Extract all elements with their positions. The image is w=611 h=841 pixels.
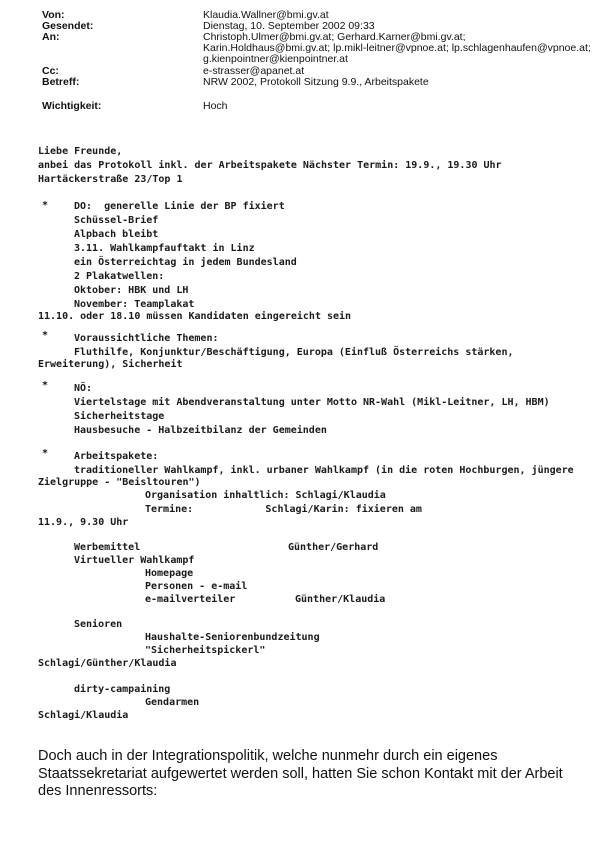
body-line: Virtueller Wahlkampf [74,555,195,566]
body-line: Hausbesuche - Halbzeitbilanz der Gemeinden [74,425,327,436]
bullet-marker: * [42,448,49,459]
body-line: Schlagi/Klaudia [38,710,129,721]
body-line: Homepage [145,568,194,579]
body-line: Haushalte-Seniorenbundzeitung [145,632,320,643]
body-line: 11.10. oder 18.10 müssen Kandidaten eingereicht sein [38,311,352,322]
to-value-line: g.kienpointner@kienpointner.at [203,53,348,65]
body-line: Sicherheitstage [74,411,165,422]
bullet-marker: * [42,380,49,391]
subject-label: Betreff: [42,76,80,88]
body-line: Organisation inhaltlich: Schlagi/Klaudia [145,490,386,501]
body-line: Arbeitspakete: [74,451,159,462]
bullet-marker: * [42,200,49,211]
body-line: Fluthilfe, Konjunktur/Beschäftigung, Europa (Einfluß Österreichs stärken, [74,347,514,358]
body-line: Voraussichtliche Themen: [74,333,219,344]
body-line: ein Österreichtag in jedem Bundesland [74,257,297,268]
body-line: Termine: Schlagi/Karin: fixieren am [145,504,422,515]
body-line: Senioren [74,619,123,630]
sent-label: Gesendet: [42,20,94,32]
subject-value: NRW 2002, Protokoll Sitzung 9.9., Arbeitspakete [203,76,429,88]
to-value-line: Christoph.Ulmer@bmi.gv.at; Gerhard.Karner@bmi.gv.at; [203,31,466,43]
body-line: 2 Plakatwellen: [74,271,165,282]
body-line: Werbemittel [74,542,141,553]
body-line: DO: generelle Linie der BP fixiert [74,201,285,212]
cc-value: e-strasser@apanet.at [203,65,305,77]
cc-label: Cc: [42,65,59,77]
body-line: Günther/Klaudia [295,594,386,605]
body-line: Alpbach bleibt [74,229,159,240]
body-line: NÖ: [74,383,93,394]
from-value: Klaudia.Wallner@bmi.gv.at [203,9,329,21]
body-line: dirty-campaining [74,684,171,695]
body-line: 11.9., 9.30 Uhr [38,517,129,528]
bullet-marker: * [42,330,49,341]
body-line: "Sicherheitspickerl" [145,645,266,656]
body-line: Zielgruppe - "Beisltouren") [38,477,201,488]
body-line: Gendarmen [145,697,200,708]
body-line: traditioneller Wahlkampf, inkl. urbaner Wahlkampf (in die roten Hochburgen, jüngere [74,465,574,476]
importance-label: Wichtigkeit: [42,100,102,112]
body-line: November: Teamplakat [74,299,195,310]
body-line: Personen - e-mail [145,581,248,592]
body-line: 3.11. Wahlkampfauftakt in Linz [74,243,255,254]
sent-value: Dienstag, 10. September 2002 09:33 [203,20,375,32]
body-line: anbei das Protokoll inkl. der Arbeitspakete Nächster Termin: 19.9., 19.30 Uhr [38,160,502,171]
to-label: An: [42,31,60,43]
body-line: Viertelstage mit Abendveranstaltung unter Motto NR-Wahl (Mikl-Leitner, LH, HBM) [74,397,550,408]
body-line: Schlagi/Günther/Klaudia [38,658,177,669]
importance-value: Hoch [203,100,228,112]
body-line: Erweiterung), Sicherheit [38,359,183,370]
from-label: Von: [42,9,65,21]
greeting: Liebe Freunde, [38,146,123,157]
to-value-line: Karin.Holdhaus@bmi.gv.at; lp.mikl-leitner@vpnoe.at; lp.schlagenhaufen@vpnoe.at; [203,42,591,54]
body-line: Hartäckerstraße 23/Top 1 [38,174,183,185]
body-line: e-mailverteiler [145,594,236,605]
body-line: Oktober: HBK und LH [74,285,189,296]
caption-paragraph: Doch auch in der Integrationspolitik, welche nunmehr durch ein eigenes Staatssekretariat aufgewertet werden soll, hatten Sie schon Kontakt mit der Arbeit des Innenressorts: [38,748,563,799]
body-line: Günther/Gerhard [288,542,379,553]
body-line: Schüssel-Brief [74,215,159,226]
